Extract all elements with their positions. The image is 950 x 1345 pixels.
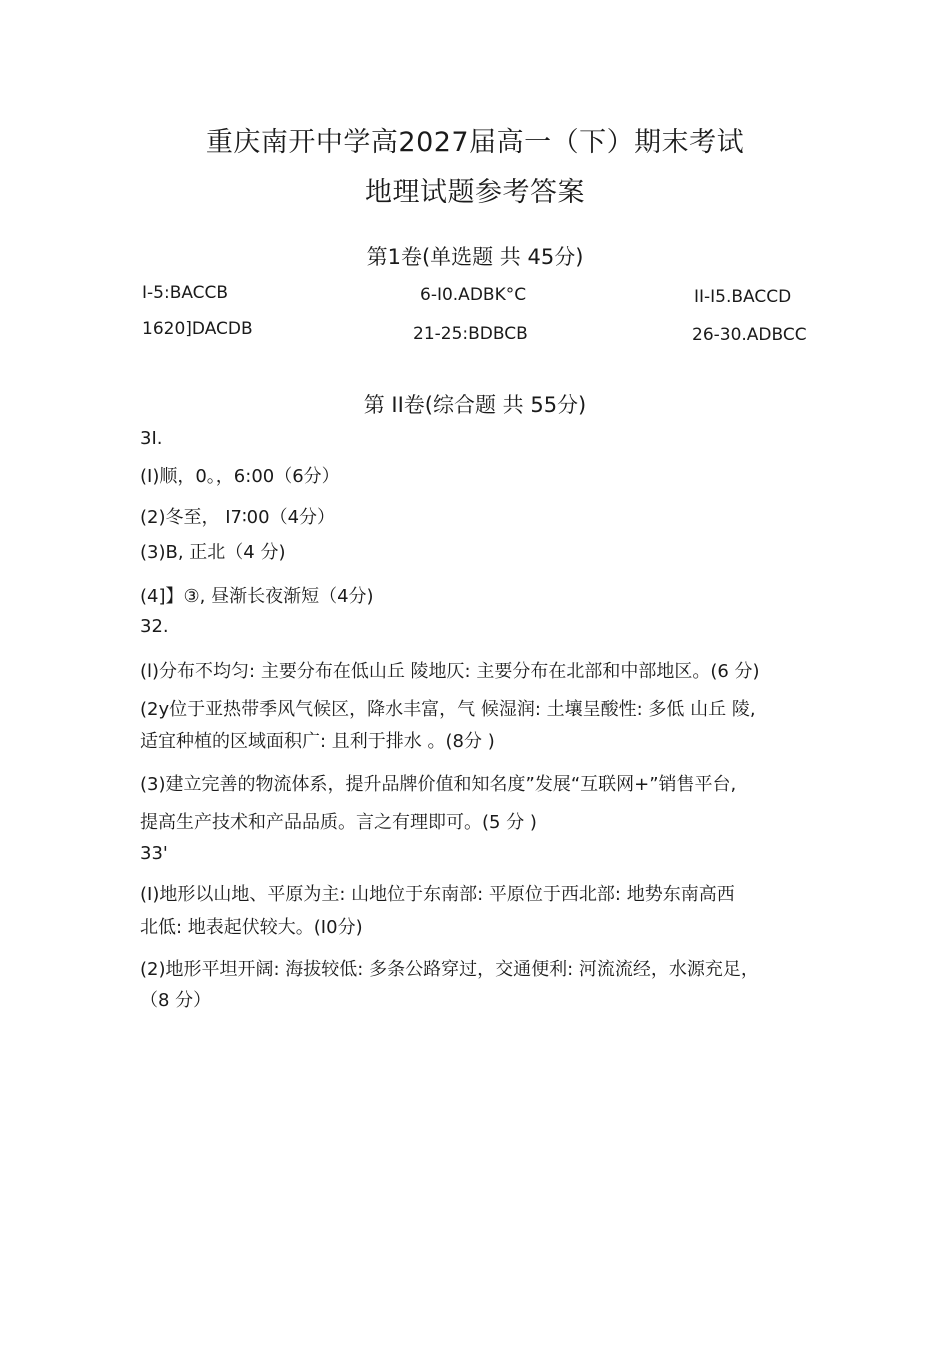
question-32-part-3-line-2: 提高生产技术和产品品质。言之有理即可。(5 分 )	[140, 812, 537, 833]
question-32-part-2-line-1: (2y位于亚热带季风气候区，降水丰富，气 候湿润: 土壤呈酸性: 多低 山丘 陵,	[140, 699, 756, 720]
question-32-part-2-line-2: 适宜种植的区域面积广: 且利于排水 。(8分 )	[140, 731, 495, 752]
part2-heading: 第 II卷(综合题 共 55分)	[363, 393, 587, 417]
answer-group-11-15: II-I5.BACCD	[694, 287, 792, 307]
question-33-part-2-line-2: （8 分）	[140, 990, 212, 1011]
question-31-part-3: (3)B, 正北（4 分)	[140, 542, 286, 563]
answer-group-16-20: 1620]DACDB	[142, 319, 253, 339]
part1-heading: 第1卷(单选题 共 45分)	[366, 245, 584, 269]
answer-group-6-10: 6-I0.ADBK°C	[420, 285, 527, 305]
document-title: 重庆南开中学高2027届高一（下）期末考试	[205, 127, 745, 158]
question-32-number: 32.	[140, 616, 169, 637]
question-32-part-3-line-1: (3)建立完善的物流体系，提升品牌价值和知名度”发展“互联网+”销售平台,	[140, 774, 737, 795]
question-32-part-1: (l)分布不均匀: 主要分布在低山丘 陵地仄: 主要分布在北部和中部地区。(6 分)	[140, 661, 760, 682]
question-31-part-2: (2)冬至， I7∶00（4分）	[140, 507, 336, 528]
question-33-number: 33'	[140, 843, 168, 864]
document-subtitle: 地理试题参考答案	[365, 177, 585, 208]
question-33-part-1-line-1: (I)地形以山地、平原为主: 山地位于东南部: 平原位于西北部: 地势东南高西	[140, 884, 735, 905]
question-31-number: 3I.	[140, 428, 163, 449]
answer-group-1-5: I-5:BACCB	[142, 283, 229, 303]
question-31-part-4: (4]】③, 昼渐长夜渐短（4分)	[140, 586, 374, 607]
question-31-part-1: (I)顺，0。，6:00（6分）	[140, 466, 340, 487]
answer-group-26-30: 26-30.ADBCC	[692, 325, 807, 345]
question-33-part-2-line-1: (2)地形平坦开阔: 海拔较低: 多条公路穿过，交通便利: 河流流经，水源充足，	[140, 959, 759, 980]
question-33-part-1-line-2: 北低: 地表起伏较大。(I0分)	[140, 917, 363, 938]
answer-group-21-25: 21-25:BDBCB	[413, 324, 528, 344]
